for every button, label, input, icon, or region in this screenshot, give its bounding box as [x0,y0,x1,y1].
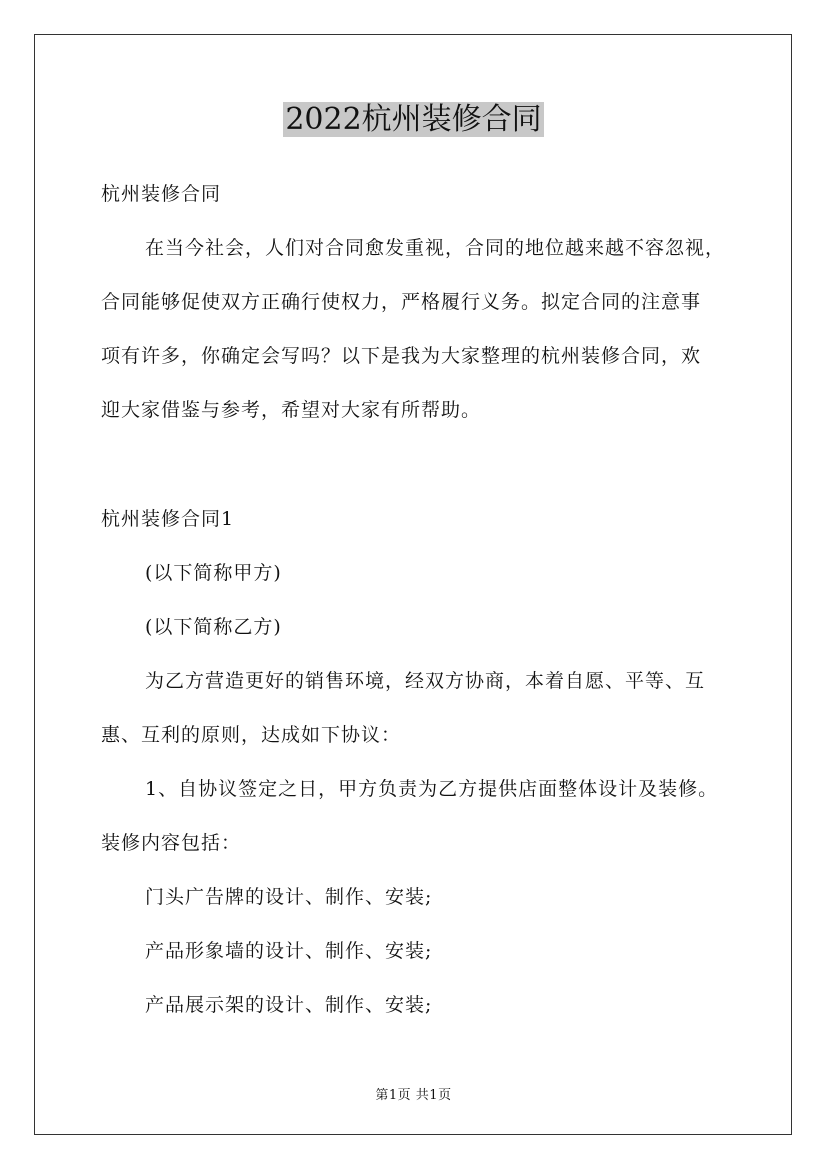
clause-1-line-2: 装修内容包括： [101,832,242,854]
document-subtitle: 杭州装修合同 [101,183,222,205]
document-title-text: 2022杭州装修合同 [285,102,542,137]
document-title [0,100,827,140]
intro-line-4: 迎大家借鉴与参考，希望对大家有所帮助。 [101,399,482,421]
agreement-line-1: 为乙方营造更好的销售环境，经双方协商，本着自愿、平等、互 [145,670,706,692]
party-a-line: (以下简称甲方) [145,562,282,584]
agreement-line-2: 惠、互利的原则，达成如下协议： [101,724,402,746]
party-b-line: (以下简称乙方) [145,616,282,638]
intro-line-1: 在当今社会，人们对合同愈发重视，合同的地位越来越不容忽视， [145,237,726,259]
intro-line-3: 项有许多，你确定会写吗？以下是我为大家整理的杭州装修合同，欢 [101,345,702,367]
page-number-footer: 第1页 共1页 [375,1088,452,1103]
clause-1-line-1: 1、自协议签定之日，甲方负责为乙方提供店面整体设计及装修。 [145,778,719,800]
list-item: 产品形象墙的设计、制作、安装; [145,940,433,962]
section-heading: 杭州装修合同1 [101,508,235,530]
intro-line-2: 合同能够促使双方正确行使权力，严格履行义务。拟定合同的注意事 [101,291,702,313]
list-item: 门头广告牌的设计、制作、安装; [145,886,433,908]
list-item: 产品展示架的设计、制作、安装; [145,994,433,1016]
